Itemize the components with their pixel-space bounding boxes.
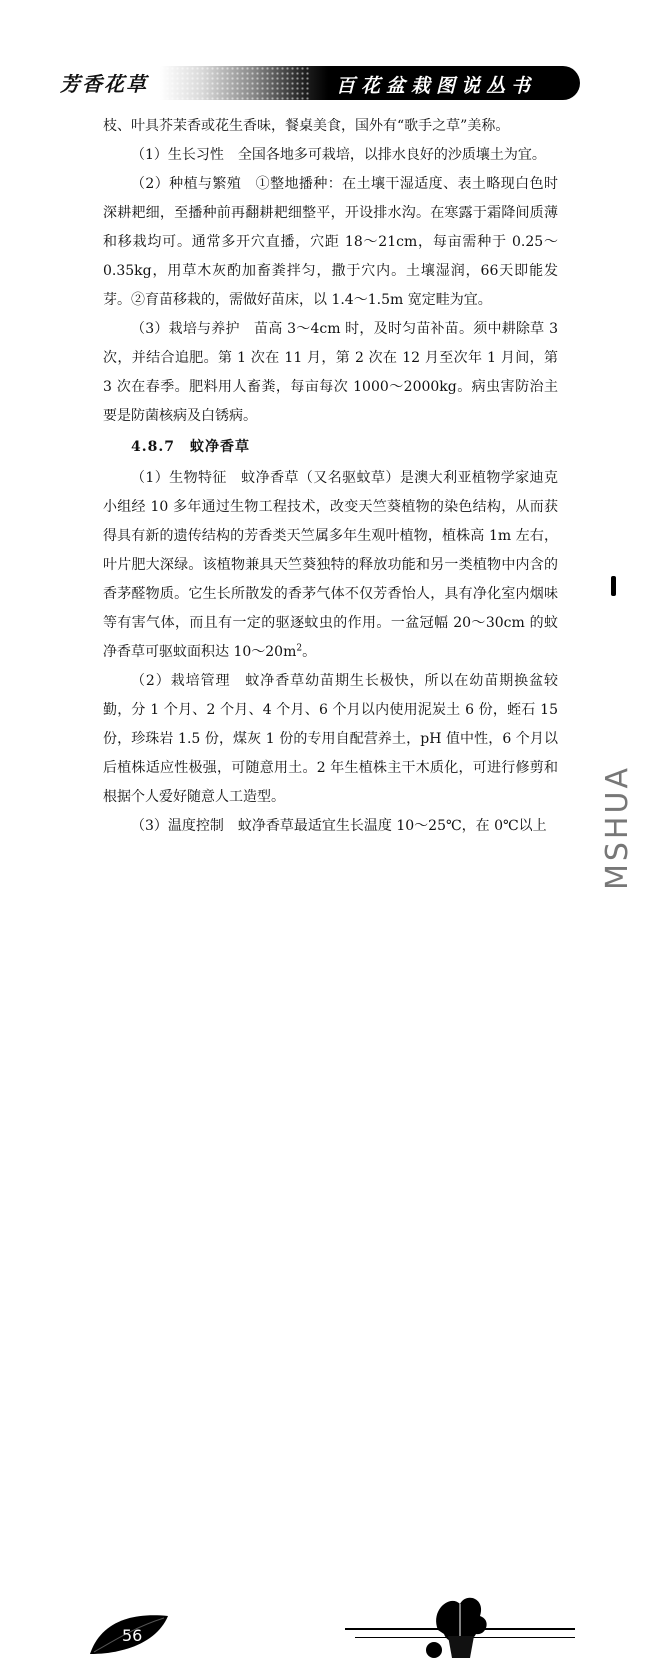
margin-mark <box>611 576 616 596</box>
paragraph-management: （2）栽培管理 蚊净香草幼苗期生长极快，所以在幼苗期换盆较勤，分 1 个月、2 个月、4 个月、6 个月以内使用泥炭土 6 份，蛭石 15 份，珍珠岩 1.5 份，煤灰 1 份的专用自配营养土，pH 值中性，6 个月以后植株适应性极强，可随意用土。2 年生植株主干木质化，可进行修剪和根据个人爱好随意人工造型。 <box>103 673 558 805</box>
paragraph-temperature: （3）温度控制 蚊净香草最适宜生长温度 10～25℃，在 0℃以上 <box>131 818 547 834</box>
paragraph-growth-habit: （1）生长习性 全国各地多可栽培，以排水良好的沙质壤土为宜。 <box>131 147 546 163</box>
section-heading: 4.8.7 蚊净香草 <box>131 439 250 455</box>
series-title-left: 芳香花草 <box>60 72 148 96</box>
paragraph-bio-features <box>103 464 558 667</box>
header-halftone <box>160 66 310 100</box>
sentence-end: 。 <box>302 644 317 660</box>
potted-plant-icon <box>420 1590 500 1660</box>
paragraph-planting: （2）种植与繁殖 ①整地播种：在土壤干湿适度、表土略现白色时深耕耙细，至播种前再翻耕耙细整平，开设排水沟。在寒露于霜降间质薄和移栽均可。通常多开穴直播，穴距 18～21cm，每亩需种于 0.25～0.35kg，用草木灰酌加畜粪拌匀，撒于穴内。土壤湿润，66天即能发芽。②育苗移栽的，需做好苗床，以 1.4～1.5m 宽定畦为宜。 <box>103 176 558 308</box>
unit-superscript: 2 <box>296 643 303 654</box>
page-footer <box>0 790 645 1645</box>
watermark: MSHUA <box>600 765 635 890</box>
page-body <box>103 112 558 841</box>
bio-features-text: （1）生物特征 蚊净香草（又名驱蚊草）是澳大利亚植物学家迪克小组经 10 多年通过生物工程技术，改变天竺葵植物的染色结构，从而获得具有新的遗传结构的芳香类天竺属多年生观叶植物，植株高 1m 左右，叶片肥大深绿。该植物兼具天竺葵独特的释放功能和另一类植物中内含的香茅醛物质。它生长所散发的香茅气体不仅芳香怡人，具有净化室内烟味等有害气体，而且有一定的驱逐蚊虫的作用。一盆冠幅 20～30cm 的蚊净香草可驱蚊面积达 10～20m <box>103 470 558 660</box>
page-header <box>0 0 645 110</box>
paragraph-cultivation: （3）栽培与养护 苗高 3～4cm 时，及时匀苗补苗。须中耕除草 3 次，并结合追肥。第 1 次在 11 月，第 2 次在 12 月至次年 1 月间，第 3 次在春季。肥料用人畜粪，每亩每次 1000～2000kg。病虫害防治主要是防菌核病及白锈病。 <box>103 321 558 424</box>
paragraph-continuation: 枝、叶具芥茉香或花生香味，餐桌美食，国外有“歌手之草”美称。 <box>103 118 510 134</box>
series-title-right: 百花盆栽图说丛书 <box>336 75 537 97</box>
page-number: 56 <box>122 1626 143 1645</box>
